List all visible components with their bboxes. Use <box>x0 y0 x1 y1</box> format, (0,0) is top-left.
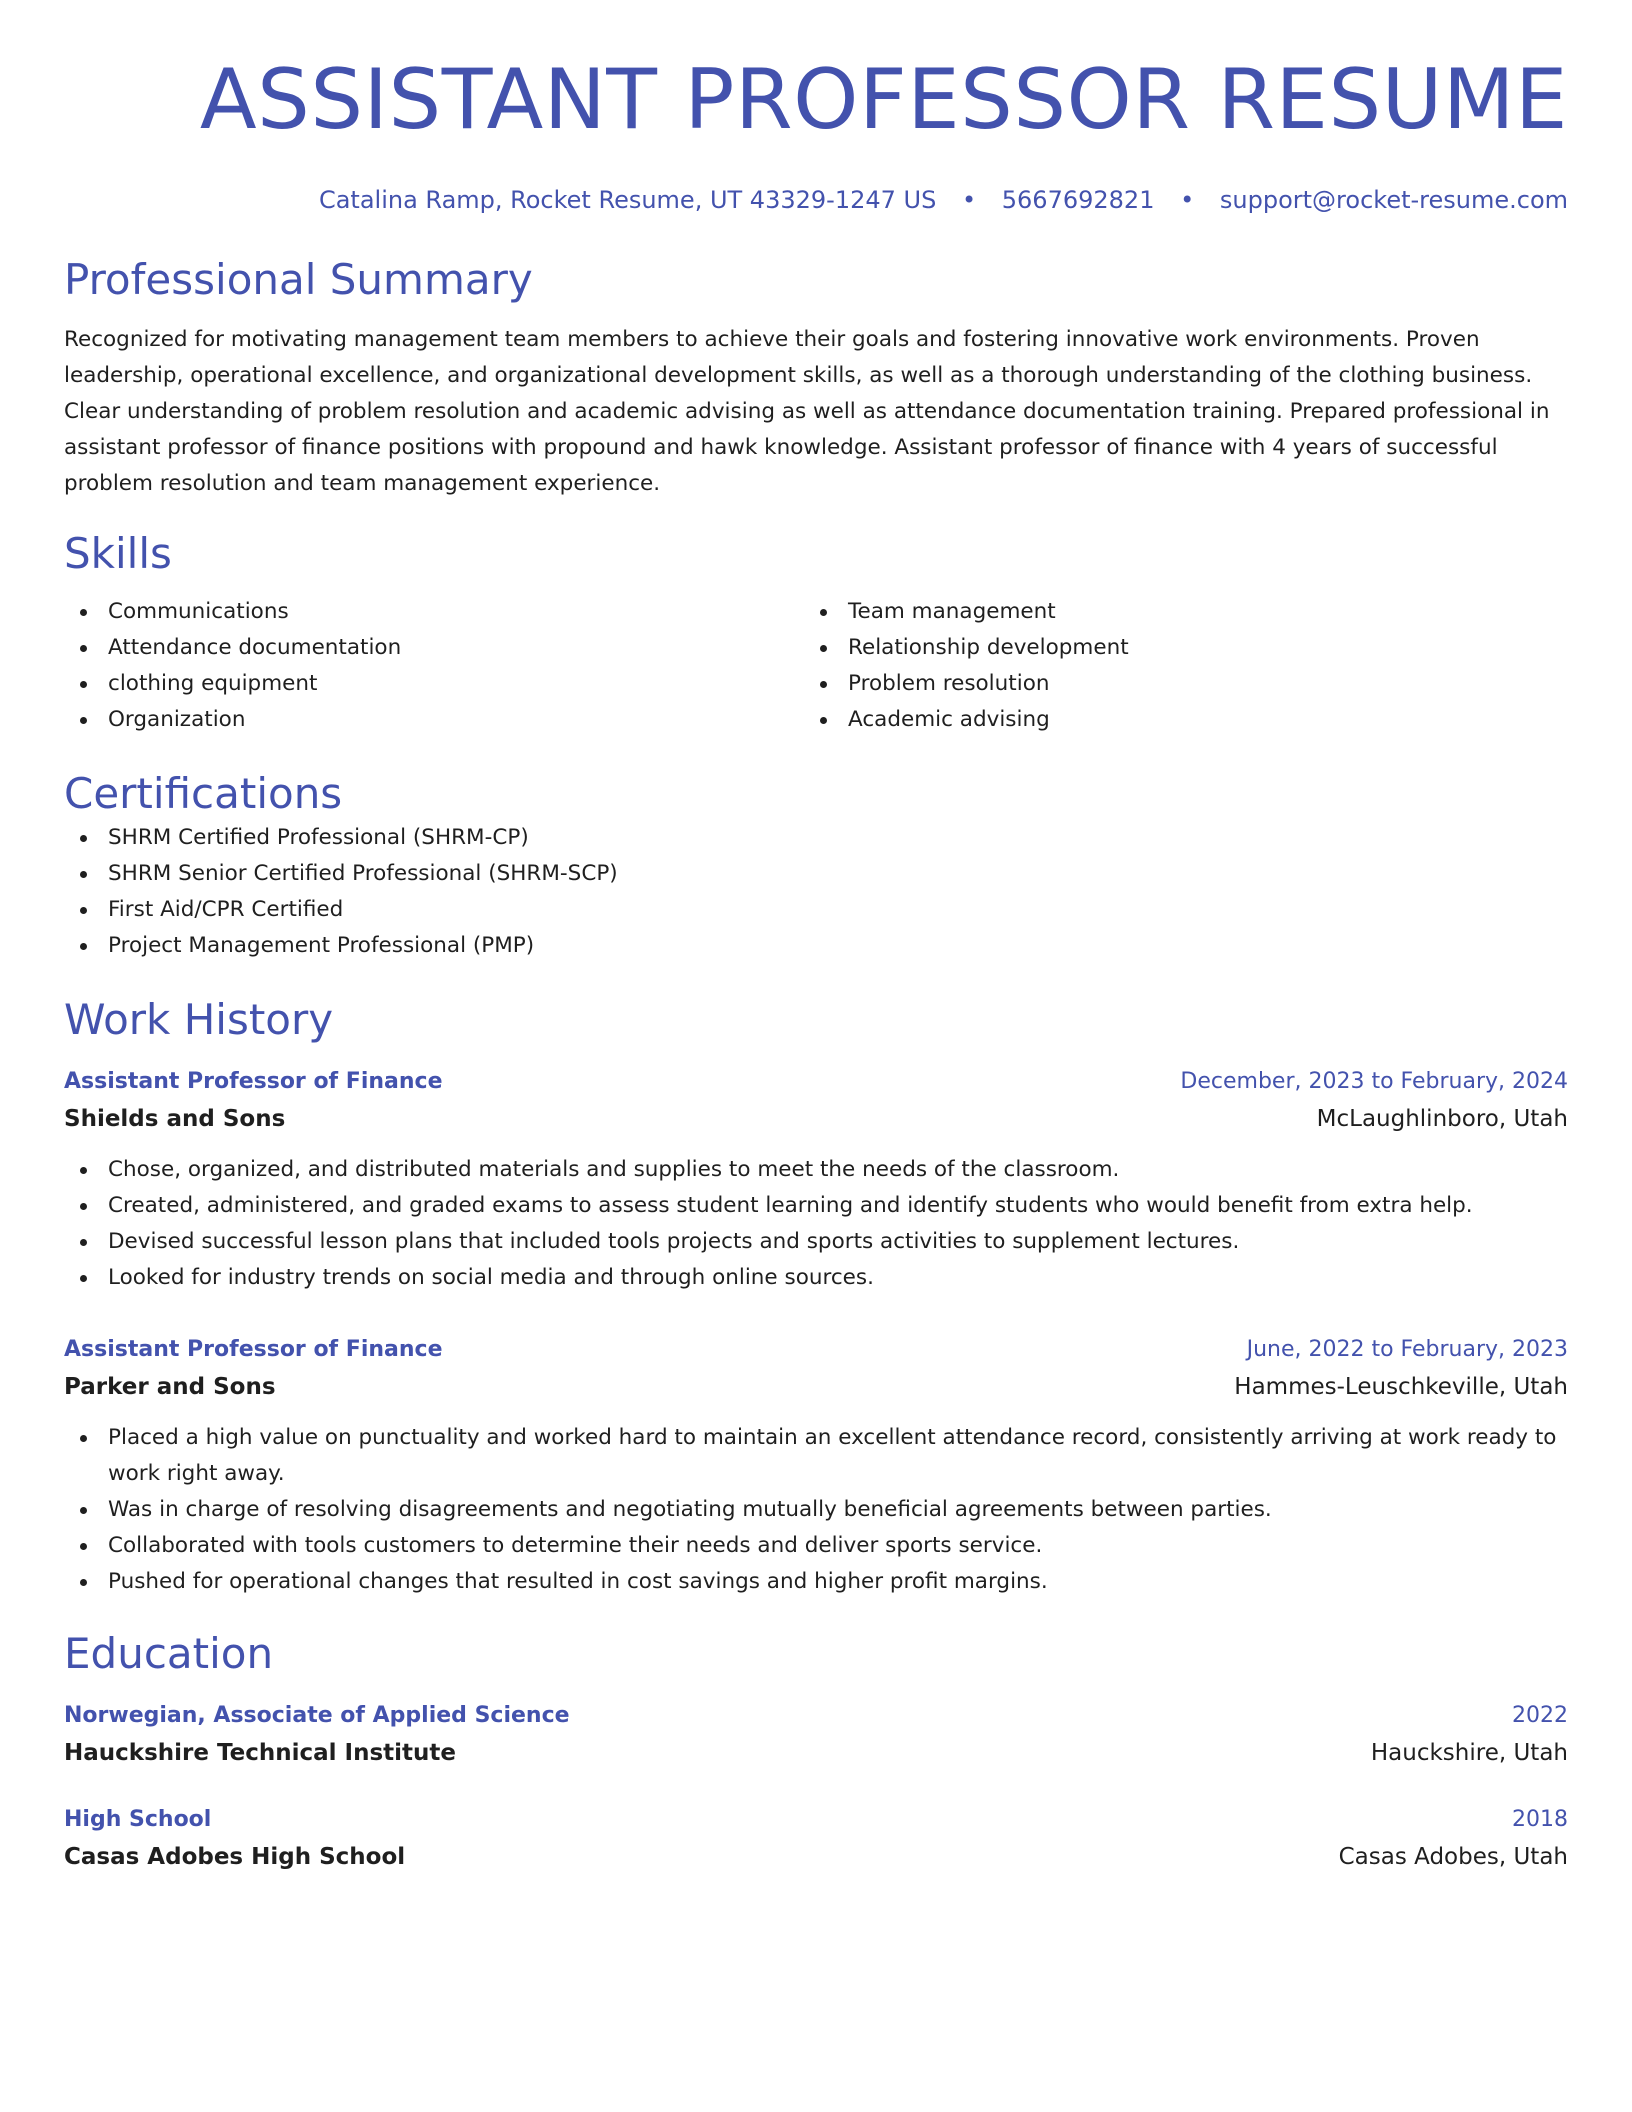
contact-address: Catalina Ramp, Rocket Resume, UT 43329-1247 US <box>318 186 937 214</box>
education-location: Hauckshire, Utah <box>1370 1740 1568 1766</box>
skill-item: Team management <box>804 594 1544 630</box>
skills-column-left <box>64 594 804 738</box>
job-title: Assistant Professor of Finance <box>64 1337 443 1362</box>
skill-item: Communications <box>64 594 804 630</box>
job-location: Hammes-Leuschkeville, Utah <box>1234 1374 1568 1400</box>
job-duties <box>64 1152 1568 1296</box>
contact-phone: 5667692821 <box>1001 186 1155 214</box>
job-entry <box>64 1332 1568 1600</box>
skill-item: Problem resolution <box>804 666 1544 702</box>
skill-item: Relationship development <box>804 630 1544 666</box>
skill-item: Attendance documentation <box>64 630 804 666</box>
work-history-heading: Work History <box>64 995 334 1044</box>
job-duty-item: Chose, organized, and distributed materials and supplies to meet the needs of the classroom. <box>64 1152 1568 1188</box>
resume-title: ASSISTANT PROFESSOR RESUME <box>199 51 1568 148</box>
certification-item: SHRM Senior Certified Professional (SHRM-SCP) <box>64 856 1568 892</box>
education-year: 2018 <box>1512 1807 1568 1832</box>
job-employer: Shields and Sons <box>64 1106 286 1132</box>
certifications-list <box>64 820 1568 964</box>
job-duty-item: Looked for industry trends on social media and through online sources. <box>64 1260 1568 1296</box>
job-duty-item: Devised successful lesson plans that included tools projects and sports activities to supplement lectures. <box>64 1224 1568 1260</box>
job-duty-item: Pushed for operational changes that resulted in cost savings and higher profit margins. <box>64 1564 1568 1600</box>
education-school: Casas Adobes High School <box>64 1844 406 1870</box>
contact-separator: • <box>961 186 977 214</box>
skill-item: Organization <box>64 702 804 738</box>
certification-item: First Aid/CPR Certified <box>64 892 1568 928</box>
education-degree: Norwegian, Associate of Applied Science <box>64 1703 570 1728</box>
skills-heading: Skills <box>64 529 172 578</box>
education-entry <box>64 1802 1568 1876</box>
contact-line <box>64 184 1568 216</box>
contact-email: support@rocket-resume.com <box>1219 186 1568 214</box>
job-employer: Parker and Sons <box>64 1374 276 1400</box>
education-degree: High School <box>64 1807 212 1832</box>
skills-column-right <box>804 594 1544 738</box>
education-year: 2022 <box>1512 1703 1568 1728</box>
job-dates: December, 2023 to February, 2024 <box>1180 1069 1568 1094</box>
education-school: Hauckshire Technical Institute <box>64 1740 456 1766</box>
job-duty-item: Collaborated with tools customers to determine their needs and deliver sports service. <box>64 1528 1568 1564</box>
job-location: McLaughlinboro, Utah <box>1316 1106 1568 1132</box>
education-entry <box>64 1698 1568 1772</box>
job-duty-item: Created, administered, and graded exams to assess student learning and identify students who would benefit from extra help. <box>64 1188 1568 1224</box>
job-duty-item: Was in charge of resolving disagreements and negotiating mutually beneficial agreements between parties. <box>64 1492 1568 1528</box>
education-location: Casas Adobes, Utah <box>1338 1844 1568 1870</box>
job-duty-item: Placed a high value on punctuality and worked hard to maintain an excellent attendance record, consistently arriving at work ready to work right away. <box>64 1420 1568 1492</box>
skills-grid <box>64 594 1568 738</box>
summary-heading: Professional Summary <box>64 255 533 304</box>
contact-separator: • <box>1180 186 1195 214</box>
job-duties <box>64 1420 1568 1600</box>
skill-item: Academic advising <box>804 702 1544 738</box>
summary-text: Recognized for motivating management team members to achieve their goals and fostering innovative work environments. Proven leadership, operational excellence, and organizational development skills, as well as a thorough understanding of the clothing business. Clear understanding of problem resolution and academic advising as well as attendance documentation training. Prepared professional in assistant professor of finance positions with propound and hawk knowledge. Assistant professor of finance with 4 years of successful problem resolution and team management experience. <box>64 327 1550 496</box>
job-title: Assistant Professor of Finance <box>64 1069 443 1094</box>
certification-item: Project Management Professional (PMP) <box>64 928 1568 964</box>
skill-item: clothing equipment <box>64 666 804 702</box>
job-dates: June, 2022 to February, 2023 <box>1246 1337 1568 1362</box>
job-entry <box>64 1064 1568 1296</box>
certifications-heading: Certifications <box>64 769 343 818</box>
education-heading: Education <box>64 1629 274 1678</box>
certification-item: SHRM Certified Professional (SHRM-CP) <box>64 820 1568 856</box>
